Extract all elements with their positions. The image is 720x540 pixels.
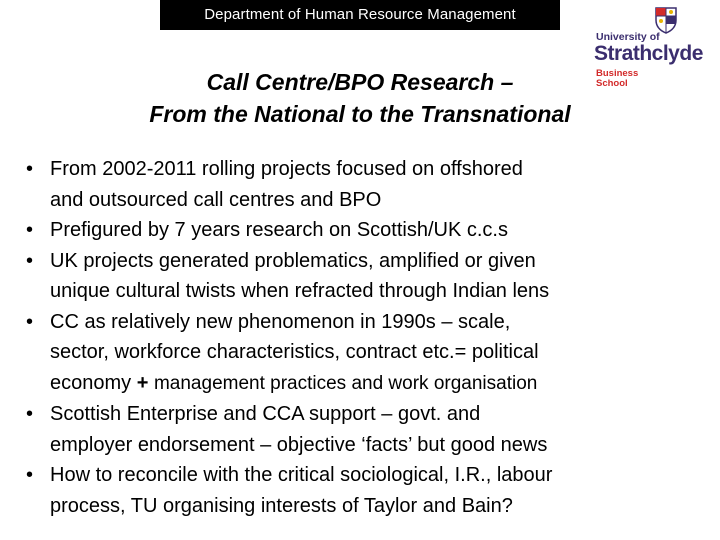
bullet-icon: • [26,219,34,241]
bullet-text-line: From 2002-2011 rolling projects focused on offshored [50,158,523,180]
bullet-item [26,399,716,460]
bullet-icon: • [26,158,34,180]
slide-title [20,66,700,130]
bullet-text-line: and outsourced call centres and BPO [50,188,382,211]
logo-university-name: Strathclyde [594,42,703,65]
logo-business: Business [596,68,639,79]
bullet-icon: • [26,464,34,486]
bullet-text-line: UK projects generated problematics, amplified or given [50,249,536,272]
bullet-text-line: How to reconcile with the critical sociological, I.R., labour [50,464,553,486]
bullet-text-economy: economy [50,371,132,394]
bullet-item [26,154,716,215]
bullet-text-line: Prefigured by 7 years research on Scottish/UK c.c.s [50,219,508,241]
bullet-item [26,460,716,521]
bullet-text-management: management practices and work organisation [153,372,538,394]
bullet-list [26,154,716,521]
bullet-text-line: unique cultural twists when refracted through Indian lens [50,280,550,302]
bullet-icon: • [26,403,34,425]
bullet-text-line: CC as relatively new phenomenon in 1990s – scale, [50,310,511,333]
bullet-text-line [50,368,716,400]
bullet-text-line: Scottish Enterprise and CCA support – govt. and [50,403,481,425]
bullet-text-line: process, TU organising interests of Taylor and Bain? [50,494,513,517]
slide-title-line-2: From the National to the Transnational [149,101,571,127]
university-crest-icon [654,6,678,34]
bullet-text-line: employer endorsement – objective ‘facts’ but good news [50,433,548,456]
bullet-item [26,246,716,307]
bullet-text-line: sector, workforce characteristics, contract etc.= political [50,341,539,363]
bullet-icon: • [26,249,34,272]
slide-title-line-1: Call Centre/BPO Research – [206,69,514,95]
bullet-item [26,215,716,246]
bullet-icon: • [26,310,34,333]
bullet-item [26,307,716,400]
logo-university-of: University of [596,31,660,43]
department-title: Department of Human Resource Management [204,6,516,23]
logo-school: School [596,78,628,89]
plus-sign: + [136,371,149,394]
department-header [160,0,560,30]
